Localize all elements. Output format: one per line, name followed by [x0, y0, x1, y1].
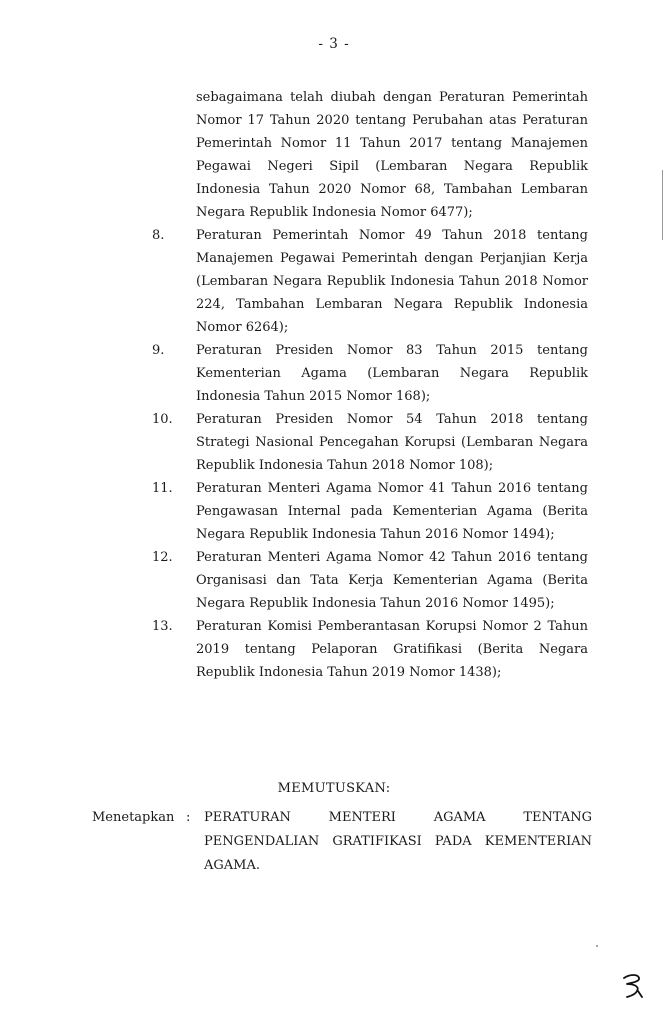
decision-heading: MEMUTUSKAN:	[277, 781, 391, 796]
item-text: Peraturan Presiden Nomor 54 Tahun 2018 tentang Strategi Nasional Pencegahan Korupsi (Lembaran Negara Republik Indonesia Tahun 2018 Nomor 108);	[196, 412, 588, 473]
decision-label: Menetapkan	[92, 810, 175, 825]
item-number: 11.	[152, 481, 173, 496]
item-text: Peraturan Menteri Agama Nomor 41 Tahun 2016 tentang Pengawasan Internal pada Kementerian Agama (Berita Negara Republik Indonesia Tahun 2016 Nomor 1494);	[196, 481, 588, 542]
item-number: 9.	[152, 343, 165, 358]
scan-edge-mark	[662, 170, 663, 240]
list-item-9	[152, 339, 588, 408]
initial-paraf-icon	[618, 970, 646, 1000]
list-item-10	[152, 408, 588, 477]
scan-speck	[596, 945, 598, 947]
decision-text: PERATURAN MENTERI AGAMA TENTANG PENGENDALIAN GRATIFIKASI PADA KEMENTERIAN AGAMA.	[204, 810, 592, 873]
item-number: 12.	[152, 550, 173, 565]
continuation-paragraph: sebagaimana telah diubah dengan Peraturan Pemerintah Nomor 17 Tahun 2020 tentang Perubahan atas Peraturan Pemerintah Nomor 11 Tahun 2017 tentang Manajemen Pegawai Negeri Sipil (Lembaran Negara Republik Indonesia Tahun 2020 Nomor 68, Tambahan Lembaran Negara Republik Indonesia Nomor 6477);	[196, 90, 588, 220]
item-text: Peraturan Pemerintah Nomor 49 Tahun 2018 tentang Manajemen Pegawai Pemerintah dengan Perjanjian Kerja (Lembaran Negara Republik Indonesia Tahun 2018 Nomor 224, Tambahan Lembaran Negara Republik Indonesia Nomor 6264);	[196, 228, 588, 335]
page-number: - 3 -	[318, 36, 350, 52]
item-number: 13.	[152, 619, 173, 634]
considerations-list	[152, 86, 588, 684]
item-text: Peraturan Presiden Nomor 83 Tahun 2015 tentang Kementerian Agama (Lembaran Negara Republik Indonesia Tahun 2015 Nomor 168);	[196, 343, 588, 404]
list-item-12	[152, 546, 588, 615]
list-item-8	[152, 224, 588, 339]
list-item-11	[152, 477, 588, 546]
item-text: Peraturan Komisi Pemberantasan Korupsi Nomor 2 Tahun 2019 tentang Pelaporan Gratifikasi (Berita Negara Republik Indonesia Tahun 2019 Nomor 1438);	[196, 619, 588, 680]
item-text: Peraturan Menteri Agama Nomor 42 Tahun 2016 tentang Organisasi dan Tata Kerja Kementerian Agama (Berita Negara Republik Indonesia Tahun 2016 Nomor 1495);	[196, 550, 588, 611]
list-item-13	[152, 615, 588, 684]
decision-colon: :	[186, 810, 191, 825]
item-number: 10.	[152, 412, 173, 427]
item-number: 8.	[152, 228, 165, 243]
